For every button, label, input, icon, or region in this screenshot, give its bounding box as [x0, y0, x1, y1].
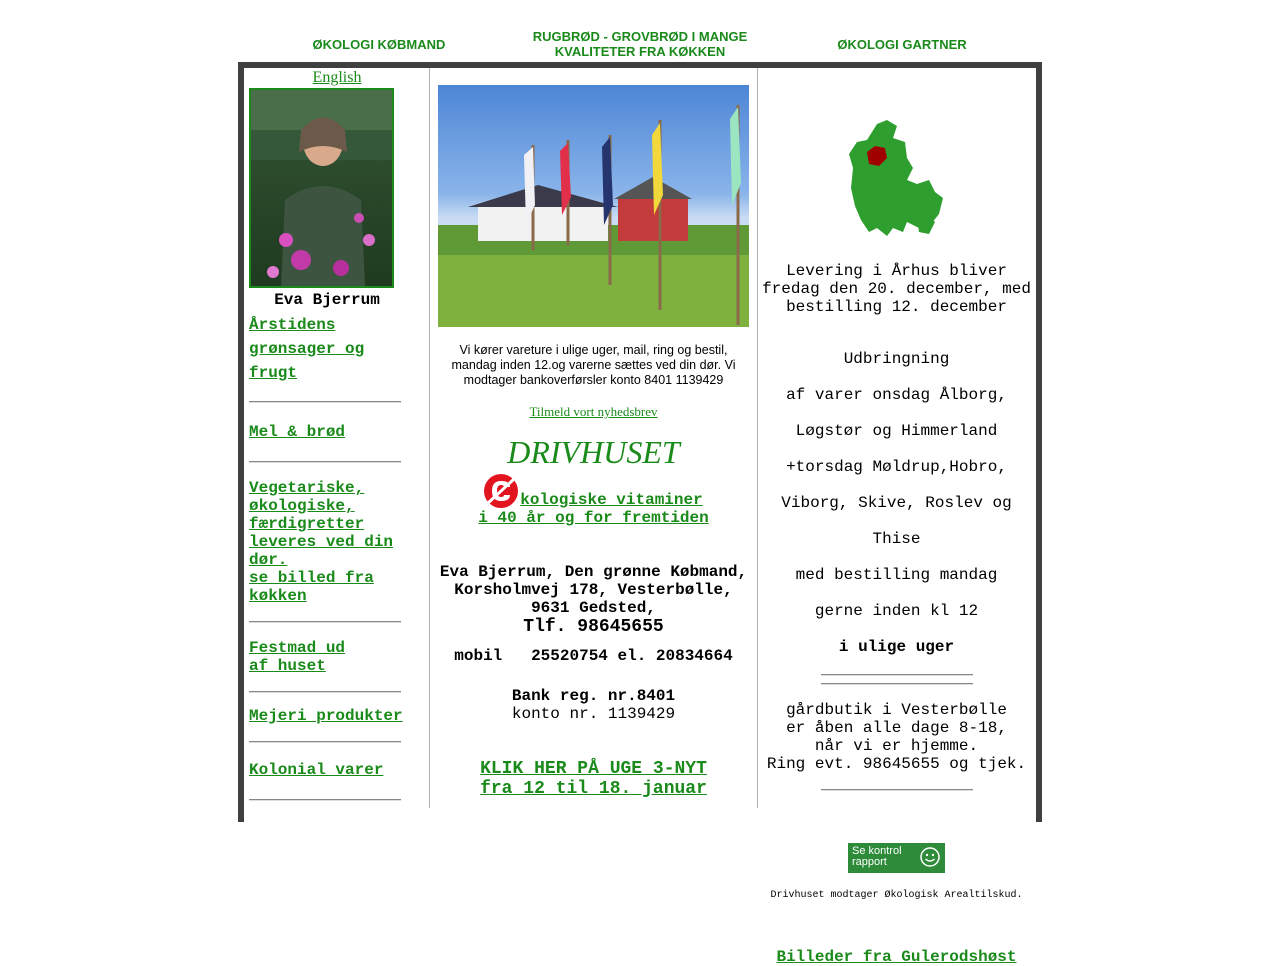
sidebar-link-dairy[interactable]: Mejeri produkter — [249, 707, 403, 725]
nav-link-rugbrod-line1: RUGBRØD - GROVBRØD I MANGE — [532, 29, 748, 44]
divider — [821, 789, 973, 791]
sidebar-link-flour-bread[interactable]: Mel & brød — [249, 423, 346, 441]
divider — [249, 799, 401, 801]
farm-shop-info: gårdbutik i Vesterbølle er åben alle dage 8-18, når vi er hjemme. Ring evt. 98645655 og tjek. — [766, 701, 1027, 773]
nav-link-okologi-kobmand[interactable]: ØKOLOGI KØBMAND — [312, 37, 446, 52]
divider — [249, 691, 401, 693]
divider — [821, 674, 973, 676]
divider — [249, 741, 401, 743]
nav-link-okologi-gartner[interactable]: ØKOLOGI GARTNER — [837, 37, 967, 52]
organic-vitamins — [430, 473, 757, 527]
right-sidebar — [758, 68, 1035, 966]
brand-title: DRIVHUSET — [507, 434, 680, 470]
divider — [249, 401, 401, 403]
carrot-harvest-link[interactable]: Billeder fra Gulerodshøst — [776, 948, 1017, 966]
nav-link-rugbrod-line2: KVALITETER FRA KØKKEN — [554, 44, 726, 59]
portrait-photo — [249, 88, 394, 288]
smiley-icon — [919, 846, 941, 868]
newsletter-signup-link[interactable]: Tilmeld vort nyhedsbrev — [529, 404, 658, 419]
delivery-aarhus: Levering i Århus bliver fredag den 20. december, med bestilling 12. december — [762, 262, 1031, 316]
control-report-badge[interactable] — [848, 843, 945, 873]
person-name: Eva Bjerrum — [274, 291, 380, 309]
sidebar-link-party-food[interactable]: Festmad ud af huset — [249, 639, 346, 675]
address-block: Eva Bjerrum, Den grønne Købmand, Korsholmvej 178, Vesterbølle, 9631 Gedsted, — [439, 563, 748, 617]
organic-label-icon — [482, 473, 520, 509]
control-report-label: Se kontrol rapport — [852, 845, 902, 868]
weekly-news-link[interactable]: KLIK HER PÅ UGE 3-NYT fra 12 til 18. januar — [480, 759, 707, 799]
denmark-map-icon — [847, 118, 947, 240]
top-navigation — [238, 0, 1042, 62]
left-sidebar — [249, 68, 427, 801]
divider — [249, 461, 401, 463]
english-link[interactable]: English — [312, 69, 362, 86]
sidebar-link-seasonal-produce[interactable]: Årstidens grønsager og frugt — [249, 316, 365, 382]
subsidy-note: Drivhuset modtager Økologisk Arealtilskud. — [770, 890, 1023, 901]
sidebar-link-colonial-goods[interactable]: Kolonial varer — [249, 761, 384, 779]
organic-vitamins-link[interactable]: kologiske vitaminer i 40 år og for fremtiden — [478, 491, 709, 527]
phone-number: Tlf. 98645655 — [523, 617, 664, 637]
sidebar-link-ready-meals[interactable]: Vegetariske, økologiske, færdigretter leveres ved din dør. se billed fra køkken — [249, 479, 394, 605]
mobile-numbers: mobil 25520754 el. 20834664 — [454, 647, 733, 665]
divider — [821, 683, 973, 685]
divider — [249, 621, 401, 623]
farm-photo — [438, 85, 749, 327]
bank-info: Bank reg. nr.8401 konto nr. 1139429 — [511, 687, 676, 723]
delivery-info: Vi kører vareture i ulige uger, mail, ring og bestil, mandag inden 12.og varerne sættes ved din dør. Vi modtager bankoverførsler konto 8401 1139429 — [451, 343, 736, 387]
main-content — [430, 68, 757, 799]
delivery-schedule: Udbringning af varer onsdag Ålborg, Løgstør og Himmerland +torsdag Møldrup,Hobro, Viborg, Skive, Roslev og Thise med bestilling mandag gerne inden kl 12 i ulige uger — [781, 350, 1012, 656]
nav-link-rugbrod[interactable] — [520, 29, 760, 59]
